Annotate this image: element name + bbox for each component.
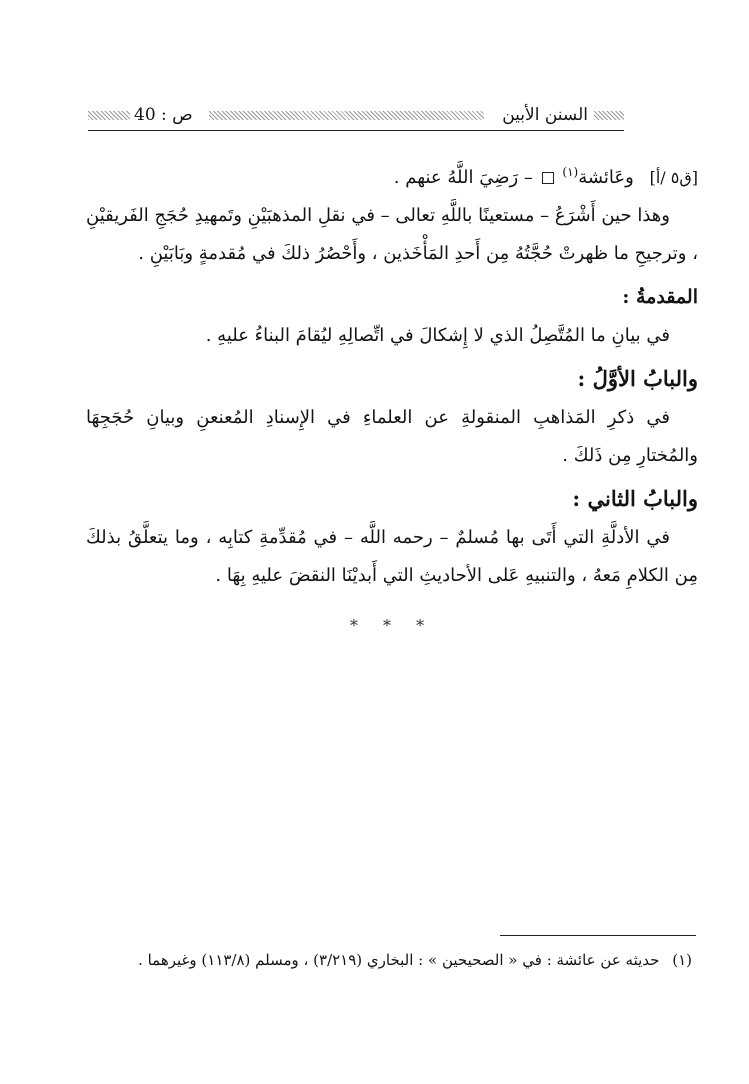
paragraph-intro: وهذا حين أَشْرَعُ – مستعينًا باللَّهِ تعالى – في نقلِ المذهبَيْنِ وتَمهيدِ حُجَجِ الفَريقيْنِ ، وترجيحِ ما ظهرتْ حُجَّتُهُ مِن أَحدِ المَأْخَذين ، وأَحْصُرُ ذلكَ في مُقدمةٍ وبَابَيْنِ .: [86, 205, 698, 264]
footnote-reference: (١): [562, 165, 579, 179]
footnote-number: (١): [672, 951, 692, 969]
footnote: [86, 945, 692, 975]
header-ornament-right: [594, 111, 624, 120]
heading-introduction: المقدمةُ :: [622, 286, 698, 308]
opening-text: وعَائشة: [578, 167, 634, 188]
header-ornament-left: [88, 111, 130, 120]
paragraph-chapter-two: في الأدلَّةِ التي أَتَى بها مُسلمٌ – رحمه اللَّه – في مُقدِّمةِ كتابِه ، وما يتعلَّقُ بذلكَ مِن الكلامِ مَعهُ ، والتنبيهِ عَلى الأحاديثِ التي أَبديْنَا النقضَ عليهِ بِهَا .: [86, 527, 698, 586]
header-title: السنن الأبين: [502, 105, 588, 125]
header-ornament-middle: [209, 111, 485, 120]
section-separator-stars: * * *: [349, 616, 435, 635]
opening-text-rest: – رَضِيَ اللَّهُ عنهم .: [393, 167, 533, 188]
paragraph-introduction: في بيانِ ما المُتَّصِلُ الذي لا إِشكالَ في اتِّصالِهِ ليُقامَ البناءُ عليهِ .: [205, 325, 670, 346]
heading-chapter-two: والبابُ الثاني :: [572, 486, 698, 511]
running-header: [88, 100, 624, 131]
folio-marker: [ق٥ /أ]: [649, 168, 698, 187]
opening-line: [86, 153, 698, 197]
box-symbol-icon: [542, 172, 554, 184]
footnote-divider: [500, 935, 696, 936]
body-text: [86, 153, 698, 645]
heading-chapter-one: والبابُ الأوَّلُ :: [577, 366, 698, 391]
paragraph-chapter-one: في ذكرِ المَذاهبِ المنقولةِ عن العلماءِ في الإِسنادِ المُعنعنِ وبيانِ حُجَجِهَا والمُختارِ مِن ذَلكَ .: [86, 407, 698, 466]
header-page-number: ص : 40: [134, 105, 193, 125]
footnote-text: حديثه عن عائشة : في « الصحيحين » : البخاري (٣/٢١٩) ، ومسلم (١١٣/٨) وغيرهما .: [138, 951, 660, 969]
